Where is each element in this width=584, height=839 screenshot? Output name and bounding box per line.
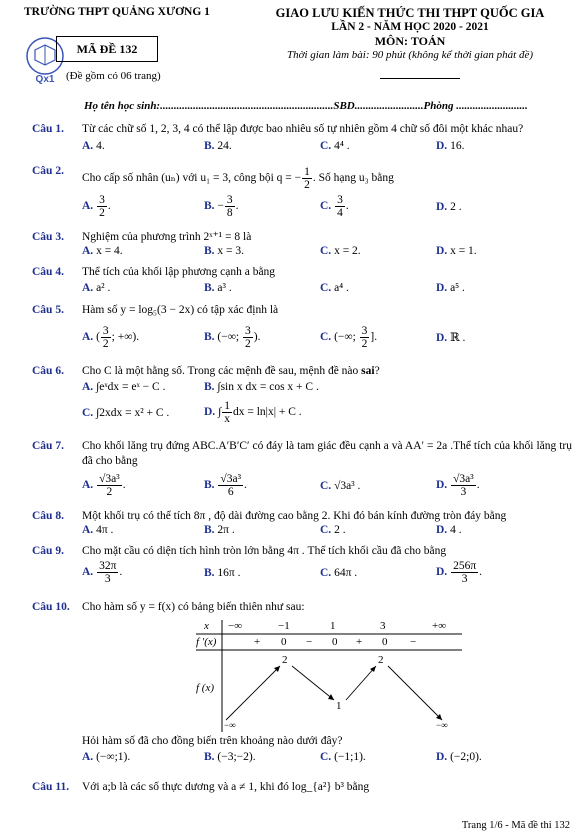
question-text: Cho cấp số nhân (uₙ) với u₁ = 3, công bội q = − $\frac{1}{2}$ . Số hạng u₃ bằng <box>82 166 394 191</box>
option-a: A. a² . <box>82 282 111 294</box>
f-label: f (x) <box>196 682 215 694</box>
option-d: D. (−2;0). <box>436 751 482 763</box>
option-a: A. ( $\frac{3}{2}$ ; +∞). <box>82 325 140 350</box>
fprime-label: f ′(x) <box>196 636 217 648</box>
arrow-up-1 <box>226 666 280 720</box>
option-c: C. (−1;1). <box>320 751 366 763</box>
option-c: C. √3a³ . <box>320 480 361 492</box>
option-a: A. 4π . <box>82 524 114 536</box>
arrow-down-1 <box>292 666 334 700</box>
question-text: Hàm số y = log₅(3 − 2x) có tập xác định là <box>82 304 279 316</box>
option-a: A. $\frac{32\pi}{3}$ . <box>82 560 123 585</box>
exam-code-box: MÃ ĐỀ 132 <box>56 36 158 62</box>
option-b: B. 16π . <box>204 567 241 579</box>
x-label: x <box>204 620 209 632</box>
option-b: B. x = 3. <box>204 245 245 257</box>
question-number: Câu 5. <box>32 304 64 316</box>
option-d: D. $\frac{256\pi}{3}$ . <box>436 560 482 585</box>
option-b: B. a³ . <box>204 282 232 294</box>
question-1 <box>32 122 572 156</box>
fprime-sign: 0 <box>382 636 388 648</box>
f-value: −∞ <box>436 720 448 730</box>
question-9 <box>32 544 572 594</box>
pages-note: (Đề gồm có 06 trang) <box>66 70 161 82</box>
x-value: 3 <box>380 620 386 632</box>
question-text: Thể tích của khối lập phương cạnh a bằng <box>82 266 276 278</box>
option-d: D. 16. <box>436 140 465 152</box>
question-2 <box>32 164 572 220</box>
option-d: D. ∫ $\frac{1}{x}$ dx = ln|x| + C . <box>204 400 302 425</box>
question-text: Từ các chữ số 1, 2, 3, 4 có thể lập được bao nhiêu số tự nhiên gồm 4 chữ số đôi một khác nhau? <box>82 123 524 135</box>
option-d: D. x = 1. <box>436 245 477 257</box>
question-5 <box>32 303 572 358</box>
question-number: Câu 9. <box>32 545 64 557</box>
option-d: D. $\frac{\text{√3a³}}{3}$ . <box>436 473 480 498</box>
exam-subject: MÔN: TOÁN <box>374 34 446 48</box>
arrow-down-2 <box>388 666 442 720</box>
option-c: C. ∫2xdx = x² + C . <box>82 407 170 419</box>
question-7 <box>32 439 572 503</box>
fprime-sign: 0 <box>281 636 287 648</box>
candidate-line: Họ tên học sinh:...............................................................SBD.........................Phòng .......................... <box>84 100 528 112</box>
header-rule <box>380 78 460 79</box>
option-d: D. ℝ . <box>436 332 466 344</box>
f-value: −∞ <box>224 720 236 730</box>
question-number: Câu 8. <box>32 510 64 522</box>
question-text: Một khối trụ có thể tích 8π , độ dài đường cao bằng 2. Khi đó bán kính đường tròn đáy bằng <box>82 510 507 522</box>
exam-time: Thời gian làm bài: 90 phút (không kể thời gian phát đề) <box>286 49 534 61</box>
question-text: Với a;b là các số thực dương và a ≠ 1, khi đó log_{a²} b³ bằng <box>82 781 370 793</box>
option-a: A. x = 4. <box>82 245 123 257</box>
option-c: C. x = 2. <box>320 245 361 257</box>
logo-text: Qx1 <box>35 74 55 84</box>
question-11 <box>32 780 572 800</box>
variation-table <box>196 620 462 732</box>
option-d: D. 4 . <box>436 524 462 536</box>
question-text: Nghiệm của phương trình 2ˣ⁺¹ = 8 là <box>82 231 252 243</box>
option-b: B. ∫sin x dx = cos x + C . <box>204 381 319 393</box>
option-c: C. a⁴ . <box>320 282 349 294</box>
fprime-sign: − <box>306 636 313 648</box>
question-4 <box>32 265 572 297</box>
option-a: A. $\frac{3}{2}$ . <box>82 194 111 219</box>
option-a: A. 4. <box>82 140 105 152</box>
option-b: B. (−∞; $\frac{3}{2}$ ). <box>204 325 261 350</box>
fprime-sign: 0 <box>332 636 338 648</box>
arrow-up-2 <box>346 666 376 700</box>
question-number: Câu 6. <box>32 365 64 377</box>
question-number: Câu 11. <box>32 781 70 793</box>
option-a: A. ∫eˣdx = eˣ − C . <box>82 381 166 393</box>
question-6 <box>32 364 572 434</box>
x-value: +∞ <box>432 620 447 632</box>
option-b: B. − $\frac{3}{8}$ . <box>204 194 239 219</box>
option-c: C. 2 . <box>320 524 346 536</box>
question-number: Câu 1. <box>32 123 64 135</box>
header-right <box>240 6 580 62</box>
question-number: Câu 10. <box>32 601 70 613</box>
question-text: Cho hàm số y = f(x) có bảng biến thiên như sau: <box>82 601 305 613</box>
x-value: 1 <box>330 620 336 632</box>
exam-title: GIAO LƯU KIẾN THỨC THI THPT QUỐC GIA <box>275 6 545 20</box>
f-value: 2 <box>282 654 288 666</box>
question-text: Cho mặt cầu có diện tích hình tròn lớn bằng 4π . Thể tích khối cầu đã cho bằng <box>82 545 447 557</box>
option-c: C. $\frac{3}{4}$ . <box>320 194 349 219</box>
question-8 <box>32 509 572 541</box>
fprime-sign: + <box>356 636 363 648</box>
question-number: Câu 2. <box>32 165 64 177</box>
f-value: 1 <box>336 700 342 712</box>
question-followup: Hỏi hàm số đã cho đồng biến trên khoảng nào dưới đây? <box>82 735 343 747</box>
option-b: B. (−3;−2). <box>204 751 256 763</box>
option-d: D. 2 . <box>436 201 462 213</box>
option-d: D. a⁵ . <box>436 282 465 294</box>
option-a: A. $\frac{\text{√3a³}}{2}$ . <box>82 473 126 498</box>
option-c: C. 4⁴ . <box>320 140 350 152</box>
fprime-sign: + <box>254 636 261 648</box>
variation-table-lines <box>196 620 462 732</box>
exam-round: LẦN 2 - NĂM HỌC 2020 - 2021 <box>331 21 489 33</box>
option-b: B. 2π . <box>204 524 235 536</box>
question-text: Cho C là một hằng số. Trong các mệnh đề sau, mệnh đề nào sai? <box>82 365 380 377</box>
question-number: Câu 4. <box>32 266 64 278</box>
x-value: −1 <box>278 620 290 632</box>
question-3 <box>32 230 572 262</box>
header-left <box>24 6 224 18</box>
question-number: Câu 7. <box>32 440 64 452</box>
x-value: −∞ <box>228 620 243 632</box>
f-value: 2 <box>378 654 384 666</box>
page-footer: Trang 1/6 - Mã đề thi 132 <box>461 820 570 831</box>
option-b: B. 24. <box>204 140 232 152</box>
option-b: B. $\frac{\text{√3a³}}{6}$ . <box>204 473 247 498</box>
option-c: C. (−∞; $\frac{3}{2}$ ]. <box>320 325 378 350</box>
fprime-sign: − <box>410 636 417 648</box>
option-c: C. 64π . <box>320 567 358 579</box>
option-a: A. (−∞;1). <box>82 751 131 763</box>
question-number: Câu 3. <box>32 231 64 243</box>
question-text: Cho khối lăng trụ đứng ABC.A′B′C′ có đáy là tam giác đều cạnh a và AA′ = 2a .Thể tích của khối lăng trụ đã cho bằng <box>82 440 572 467</box>
school-name: TRƯỜNG THPT QUẢNG XƯƠNG 1 <box>24 6 210 18</box>
